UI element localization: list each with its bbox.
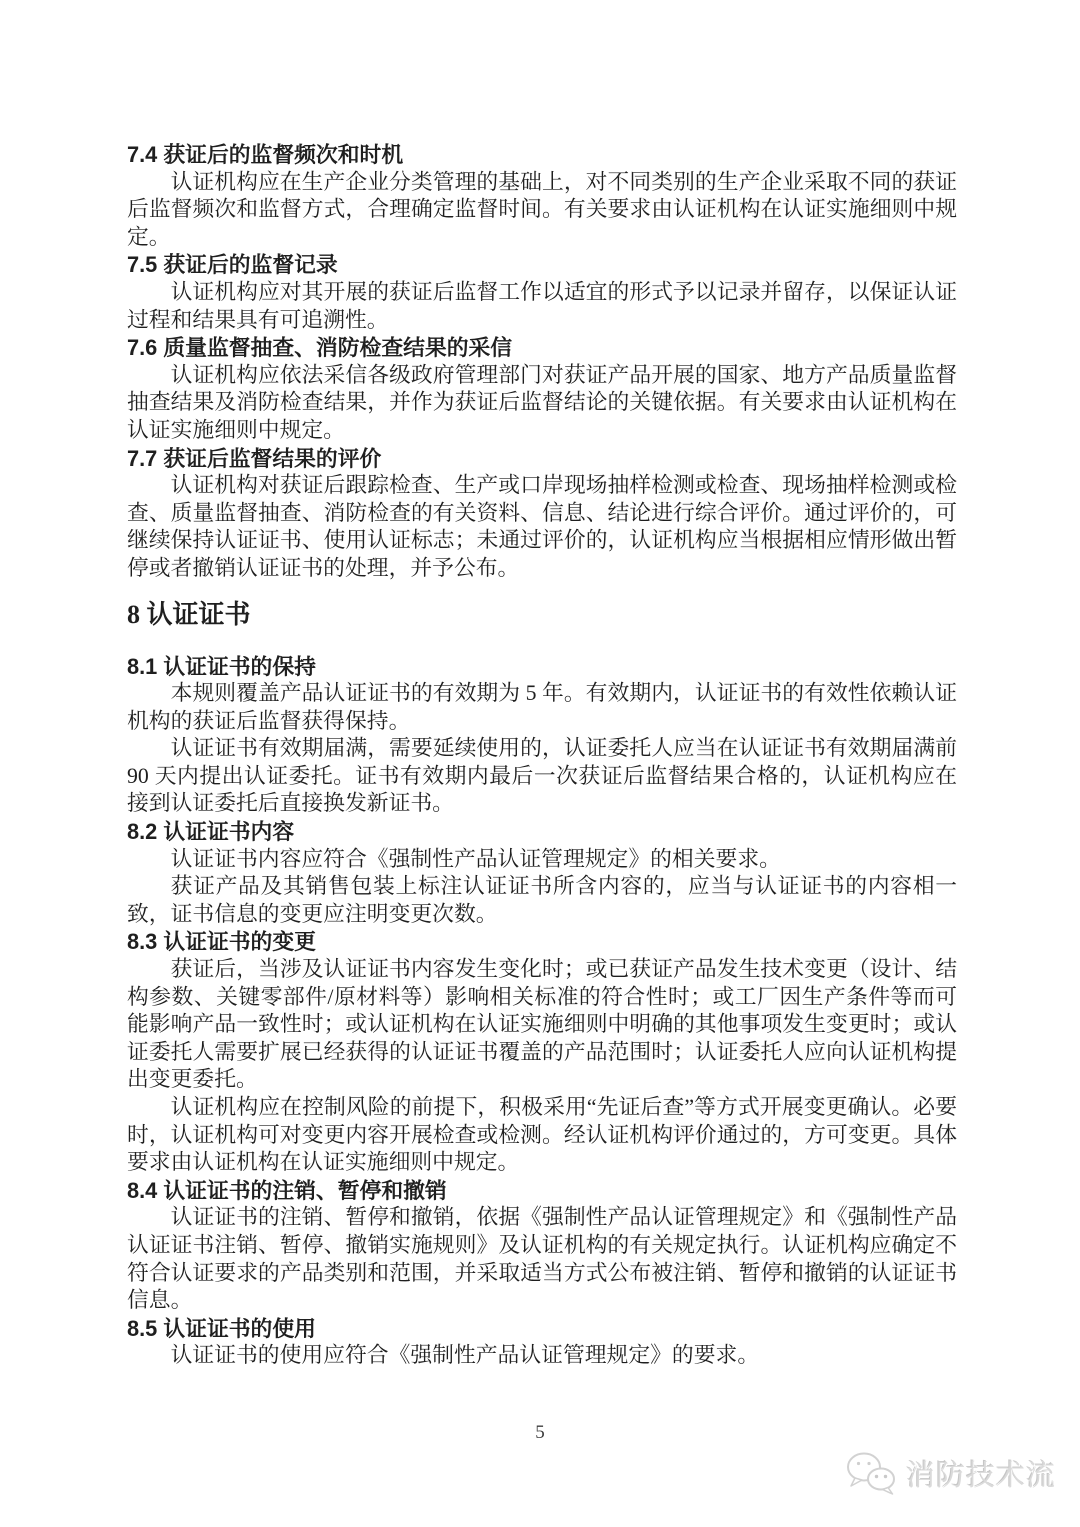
watermark-text: 消防技术流 bbox=[905, 1459, 1056, 1492]
paragraph: 本规则覆盖产品认证证书的有效期为 5 年。有效期内，认证证书的有效性依赖认证机构的获证后监督获得保持。 bbox=[127, 681, 957, 733]
section-heading: 8 认证证书 bbox=[127, 599, 251, 629]
paragraph: 认证机构应对其开展的获证后监督工作以适宜的形式予以记录并留存，以保证认证过程和结果具有可追溯性。 bbox=[127, 279, 957, 332]
section-heading: 8.5 认证证书的使用 bbox=[127, 1315, 316, 1341]
paragraph: 认证证书有效期届满，需要延续使用的，认证委托人应当在认证证书有效期届满前90 天内提出认证委托。证书有效期内最后一次获证后监督结果合格的，认证机构应在接到认证委托后直接换发新证书。 bbox=[127, 736, 957, 816]
section-heading: 7.7 获证后监督结果的评价 bbox=[127, 445, 382, 471]
paragraph: 获证产品及其销售包装上标注认证证书所含内容的，应当与认证证书的内容相一致，证书信息的变更应注明变更次数。 bbox=[127, 874, 957, 926]
paragraph: 认证机构应依法采信各级政府管理部门对获证产品开展的国家、地方产品质量监督抽查结果及消防检查结果，并作为获证后监督结论的关键依据。有关要求由认证机构在认证实施细则中规定。 bbox=[127, 362, 957, 442]
section-heading: 8.2 认证证书内容 bbox=[127, 819, 295, 845]
paragraph: 认证机构应在控制风险的前提下，积极采用“先证后查”等方式开展变更确认。必要时，认证机构可对变更内容开展检查或检测。经认证机构评价通过的，方可变更。具体要求由认证机构在认证实施细则中规定。 bbox=[127, 1095, 957, 1175]
watermark bbox=[845, 1450, 1056, 1496]
paragraph: 认证证书的使用应符合《强制性产品认证管理规定》的要求。 bbox=[170, 1343, 760, 1368]
paragraph: 认证机构对获证后跟踪检查、生产或口岸现场抽样检测或检查、现场抽样检测或检查、质量监督抽查、消防检查的有关资料、信息、结论进行综合评价。通过评价的，可继续保持认证证书、使用认证标志；未通过评价的，认证机构应当根据相应情形做出暂停或者撤销认证证书的处理，并予公布。 bbox=[127, 473, 957, 580]
section-heading: 8.3 认证证书的变更 bbox=[127, 929, 316, 955]
section-heading: 7.4 获证后的监督频次和时机 bbox=[127, 142, 404, 167]
section-heading: 8.1 认证证书的保持 bbox=[127, 653, 316, 679]
paragraph: 认证证书的注销、暂停和撤销，依据《强制性产品认证管理规定》和《强制性产品认证证书注销、暂停、撤销实施规则》及认证机构的有关规定执行。认证机构应确定不符合认证要求的产品类别和范围，并采取适当方式公布被注销、暂停和撤销的认证证书信息。 bbox=[127, 1205, 957, 1313]
paragraph: 认证证书内容应符合《强制性产品认证管理规定》的相关要求。 bbox=[170, 846, 781, 871]
section-heading: 7.5 获证后的监督记录 bbox=[127, 252, 338, 278]
page-number: 5 bbox=[535, 1422, 545, 1443]
section-heading: 7.6 质量监督抽查、消防检查结果的采信 bbox=[127, 335, 513, 361]
section-heading: 8.4 认证证书的注销、暂停和撤销 bbox=[127, 1177, 447, 1203]
paragraph: 获证后，当涉及认证证书内容发生变化时；或已获证产品发生技术变更（设计、结构参数、关键零部件/原材料等）影响相关标准的符合性时；或工厂因生产条件等而可能影响产品一致性时；或认证机构在认证实施细则中明确的其他事项发生变更时；或认证委托人需要扩展已经获得的认证证书覆盖的产品范围时；认证委托人应向认证机构提出变更委托。 bbox=[127, 957, 957, 1092]
wechat-chat-bubbles-icon bbox=[845, 1450, 897, 1496]
document-content bbox=[127, 141, 957, 1370]
paragraph: 认证机构应在生产企业分类管理的基础上，对不同类别的生产企业采取不同的获证后监督频次和监督方式，合理确定监督时间。有关要求由认证机构在认证实施细则中规定。 bbox=[127, 169, 957, 249]
